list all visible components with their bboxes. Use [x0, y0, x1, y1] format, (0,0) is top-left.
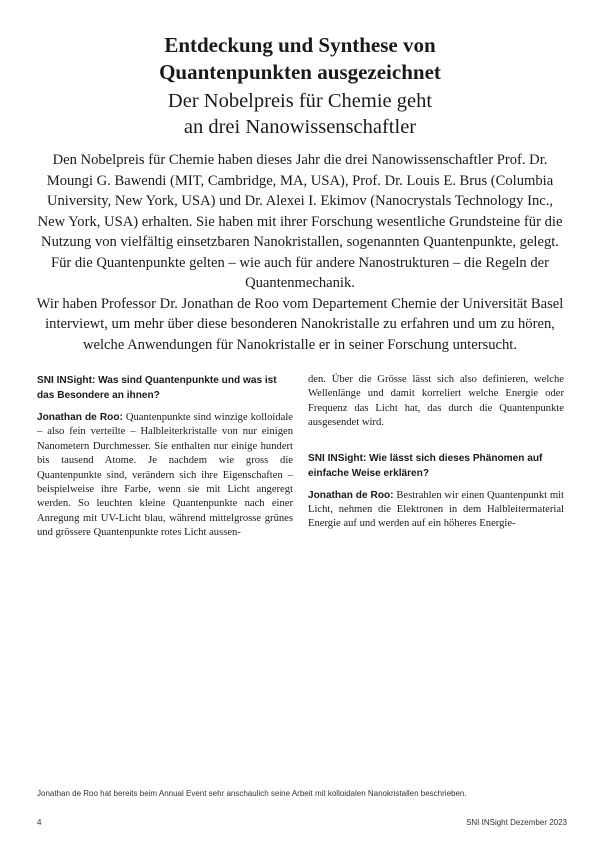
title-line-1: Entdeckung und Synthese von	[164, 33, 436, 57]
article-title	[0, 32, 600, 86]
page-number: 4	[37, 818, 42, 827]
interview-answer-2	[308, 489, 564, 532]
interview-question-1: SNI INSight: Was sind Quantenpunkte und was ist das Besondere an ihnen?	[37, 375, 277, 401]
lead-paragraph-1: Den Nobelpreis für Chemie haben dieses Jahr die drei Nanowissenschaftler Prof. Dr. Moungi G. Bawendi (MIT, Cambridge, MA, USA), Prof. Dr. Louis E. Brus (Columbia University, New York, USA) und Dr. Alexei I. Ekimov (Nanocrystals Technology Inc., New York, USA) erhalten. Sie haben mit ihrer Forschung wesentliche Grundsteine für die Nutzung von vielfältig einsetzbaren Nanokristallen, sogenannten Quantenpunkte, gelegt. Für die Quantenpunkte gelten – wie auch für andere Nanostrukturen – die Regeln der Quantenmechanik.	[37, 152, 563, 291]
lead-text	[34, 150, 566, 355]
interview-question-2: SNI INSight: Wie lässt sich dieses Phänomen auf einfache Weise erklären?	[308, 452, 543, 479]
subtitle-line-1: Der Nobelpreis für Chemie geht	[167, 90, 433, 112]
answer-text: Quantenpunkte sind winzige kolloidale – also fein verteilte – Halbleiterkristalle von nur einigen Nanometern Durchmesser. Sie enthalten nur einige hundert bis tausend Atome. Je nachdem wie gross die Quantenpunkte sind, verändern sich ihre Eigenschaften – beispielweise ihre Farbe, wenn sie mit Licht angeregt werden. So leuchten kleine Quantenpunkte nach einer Anregung mit UV-Licht blau, während mittelgrosse grünes und grössere Quantenpunkte rotes Licht aussen-	[37, 412, 293, 539]
lead-paragraph-2: Wir haben Professor Dr. Jonathan de Roo vom Departement Chemie der Universität Basel interviewt, um mehr über diese besonderen Nanokristalle zu erfahren und um zu hören, welche Anwendungen für Nanokristalle er in seiner Forschung untersucht.	[36, 295, 564, 353]
publication-name: SNI INSight Dezember 2023	[466, 818, 567, 827]
interview-column-left	[37, 373, 293, 541]
subtitle-line-2: an drei Nanowissenschaftler	[183, 116, 417, 138]
title-line-2: Quantenpunkten ausgezeichnet	[159, 60, 441, 84]
interview-column-right	[308, 373, 564, 532]
speaker-label: Jonathan de Roo:	[308, 489, 394, 501]
interview-answer-1-continued: den. Über die Grösse lässt sich also definieren, welche Wellenlänge und damit korreliert welche Energie oder Frequenz das Licht hat, das durch die Quantenpunkte ausgesendet wird.	[308, 374, 564, 429]
photo-caption: Jonathan de Roo hat bereits beim Annual Event sehr anschaulich seine Arbeit mit kolloidalen Nanokristallen beschrieben.	[37, 789, 467, 798]
speaker-label: Jonathan de Roo:	[37, 412, 123, 423]
interview-answer-1	[37, 411, 293, 541]
article-subtitle	[0, 88, 600, 140]
answer-text: Bestrahlen wir einen Quantenpunkt mit Licht, nehmen die Elektronen in dem Halbleitermaterial Energie auf und werden auf ein höheres Energie-	[308, 489, 564, 530]
